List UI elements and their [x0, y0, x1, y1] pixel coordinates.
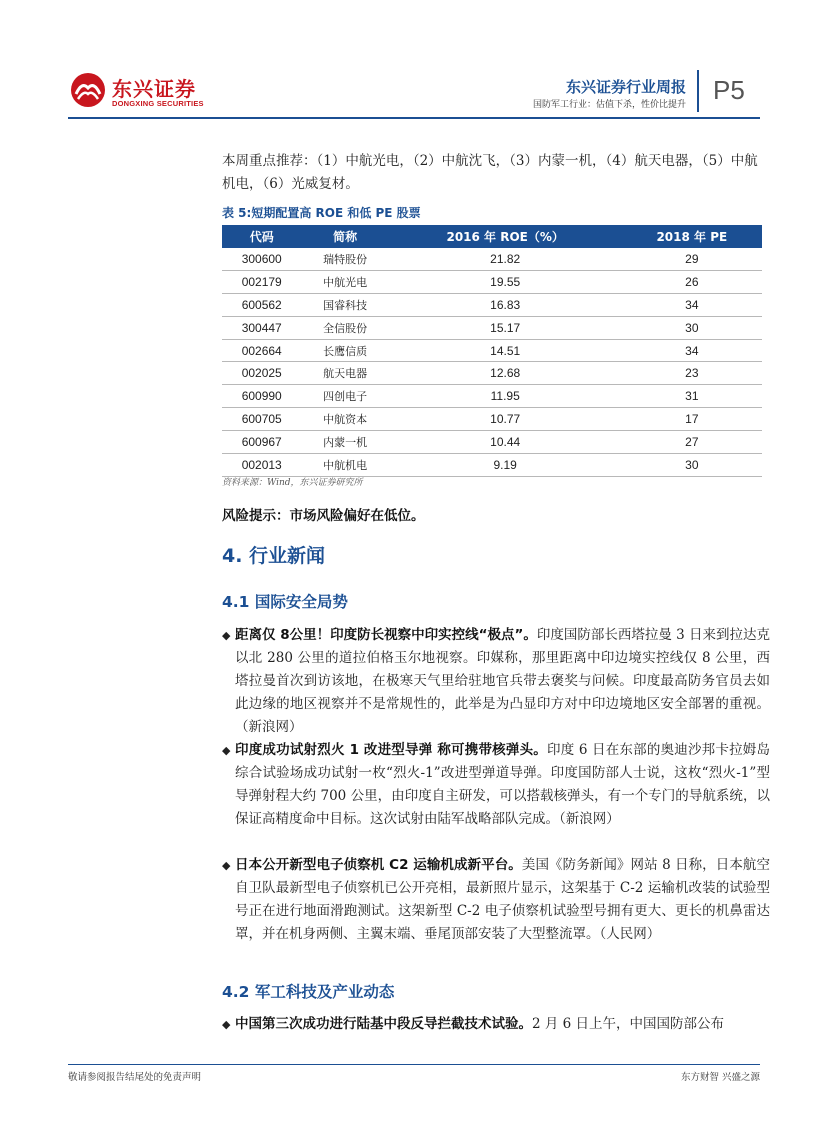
- table-title: 表 5:短期配置高 ROE 和低 PE 股票: [222, 206, 421, 220]
- col-header-code: 代码: [222, 225, 301, 248]
- cell-code: 600967: [222, 431, 301, 454]
- diamond-bullet-icon: ◆: [222, 859, 231, 872]
- cell-name: 中航光电: [301, 270, 388, 293]
- cell-code: 002664: [222, 339, 301, 362]
- risk-warning: 风险提示：市场风险偏好在低位。: [222, 508, 425, 524]
- cell-roe: 10.77: [389, 408, 622, 431]
- report-title: 东兴证券行业周报: [565, 78, 686, 96]
- cell-code: 600705: [222, 408, 301, 431]
- cell-name: 内蒙一机: [301, 431, 388, 454]
- cell-pe: 34: [622, 339, 762, 362]
- table-row: [222, 293, 762, 316]
- news-headline: 印度成功试射烈火 1 改进型导弹 称可携带核弹头。: [235, 742, 547, 758]
- header-rule: [68, 117, 760, 119]
- cell-name: 国睿科技: [301, 293, 388, 316]
- page-number: P5: [713, 75, 745, 105]
- col-header-roe: 2016 年 ROE（%）: [389, 225, 622, 248]
- cell-pe: 29: [622, 248, 762, 270]
- cell-code: 600990: [222, 385, 301, 408]
- news-item: [222, 624, 770, 739]
- footer-slogan: 东方财智 兴盛之源: [680, 1072, 760, 1083]
- cell-code: 002179: [222, 270, 301, 293]
- cell-roe: 12.68: [389, 362, 622, 385]
- cell-pe: 27: [622, 431, 762, 454]
- diamond-bullet-icon: ◆: [222, 1018, 231, 1031]
- section-heading: 4. 行业新闻: [222, 545, 326, 567]
- col-header-name: 简称: [301, 225, 388, 248]
- cell-name: 长鹰信质: [301, 339, 388, 362]
- logo-cn-text: 东兴证券: [112, 77, 196, 101]
- dongxing-logo-icon: [70, 72, 106, 108]
- cell-code: 600562: [222, 293, 301, 316]
- cell-code: 002025: [222, 362, 301, 385]
- news-item: [222, 739, 770, 831]
- table-row: [222, 431, 762, 454]
- cell-name: 中航资本: [301, 408, 388, 431]
- subsection-heading-industry: 4.2 军工科技及产业动态: [222, 983, 395, 1001]
- cell-roe: 19.55: [389, 270, 622, 293]
- diamond-bullet-icon: ◆: [222, 629, 231, 642]
- col-header-pe: 2018 年 PE: [622, 225, 762, 248]
- news-headline: 距离仅 8公里！印度防长视察中印实控线“极点”。: [235, 627, 537, 643]
- table-source: 资料来源：Wind，东兴证券研究所: [222, 478, 363, 488]
- header-divider: [697, 70, 699, 112]
- news-item: [222, 1013, 770, 1036]
- cell-code: 002013: [222, 454, 301, 477]
- cell-roe: 14.51: [389, 339, 622, 362]
- table-row: [222, 339, 762, 362]
- subsection-heading-security: 4.1 国际安全局势: [222, 593, 348, 611]
- cell-name: 航天电器: [301, 362, 388, 385]
- cell-name: 中航机电: [301, 454, 388, 477]
- news-headline: 中国第三次成功进行陆基中段反导拦截技术试验。: [235, 1016, 532, 1032]
- report-subtitle: 国防军工行业：估值下杀，性价比提升: [532, 100, 686, 110]
- table-row: [222, 270, 762, 293]
- table-row: [222, 454, 762, 477]
- cell-pe: 34: [622, 293, 762, 316]
- cell-pe: 30: [622, 316, 762, 339]
- table-row: [222, 248, 762, 270]
- news-body: 美国《防务新闻》网站 8 日称，日本航空自卫队最新型电子侦察机已公开亮相，最新照片显示，这架基于 C-2 运输机改装的试验型号正在进行地面滑跑测试。这架新型 C-2 电子侦察机试验型号拥有更大、更长的机鼻雷达罩，并在机身两侧、主翼末端、垂尾顶部安装了大型整流罩。（人民网）: [235, 857, 771, 942]
- news-body: 印度 6 日在东部的奥迪沙邦卡拉姆岛综合试验场成功试射一枚“烈火-1”改进型弹道导弹。印度国防部人士说，这枚“烈火-1”型导弹射程大约 700 公里，由印度自主研发，可以搭载核弹头，有一个专门的导航系统，以保证高精度命中目标。这次试射由陆军战略部队完成。（新浪网）: [235, 742, 771, 827]
- cell-pe: 30: [622, 454, 762, 477]
- table-row: [222, 408, 762, 431]
- logo-en-text: DONGXING SECURITIES: [112, 99, 204, 108]
- news-body: 印度国防部长西塔拉曼 3 日来到拉达克以北 280 公里的道拉伯格玉尔地视察。印媒称，那里距离中印边境实控线仅 8 公里，西塔拉曼首次到访该地，在极寒天气里给驻地官兵带去褒奖与问候。印度最高防务官员去如此边缘的地区视察并不是常规性的，此举是为凸显印方对中印边境地区安全部署的重视。（新浪网）: [235, 627, 771, 735]
- cell-roe: 16.83: [389, 293, 622, 316]
- stock-table: [222, 225, 762, 477]
- cell-code: 300600: [222, 248, 301, 270]
- cell-roe: 21.82: [389, 248, 622, 270]
- cell-pe: 23: [622, 362, 762, 385]
- cell-pe: 17: [622, 408, 762, 431]
- cell-code: 300447: [222, 316, 301, 339]
- cell-name: 全信股份: [301, 316, 388, 339]
- cell-roe: 11.95: [389, 385, 622, 408]
- news-headline: 日本公开新型电子侦察机 C2 运输机成新平台。: [235, 857, 522, 873]
- table-row: [222, 316, 762, 339]
- cell-pe: 26: [622, 270, 762, 293]
- cell-pe: 31: [622, 385, 762, 408]
- table-header-row: [222, 225, 762, 248]
- cell-roe: 10.44: [389, 431, 622, 454]
- footer-rule: [68, 1064, 760, 1065]
- diamond-bullet-icon: ◆: [222, 744, 231, 757]
- news-body: 2 月 6 日上午，中国国防部公布: [532, 1016, 725, 1032]
- recommendation-paragraph: 本周重点推荐：（1）中航光电，（2）中航沈飞，（3）内蒙一机，（4）航天电器，（5）中航机电，（6）光威复材。: [222, 153, 758, 192]
- footer-disclaimer: 敬请参阅报告结尾处的免责声明: [68, 1072, 202, 1083]
- cell-name: 瑞特股份: [301, 248, 388, 270]
- table-row: [222, 385, 762, 408]
- cell-name: 四创电子: [301, 385, 388, 408]
- news-item: [222, 854, 770, 946]
- table-row: [222, 362, 762, 385]
- cell-roe: 15.17: [389, 316, 622, 339]
- cell-roe: 9.19: [389, 454, 622, 477]
